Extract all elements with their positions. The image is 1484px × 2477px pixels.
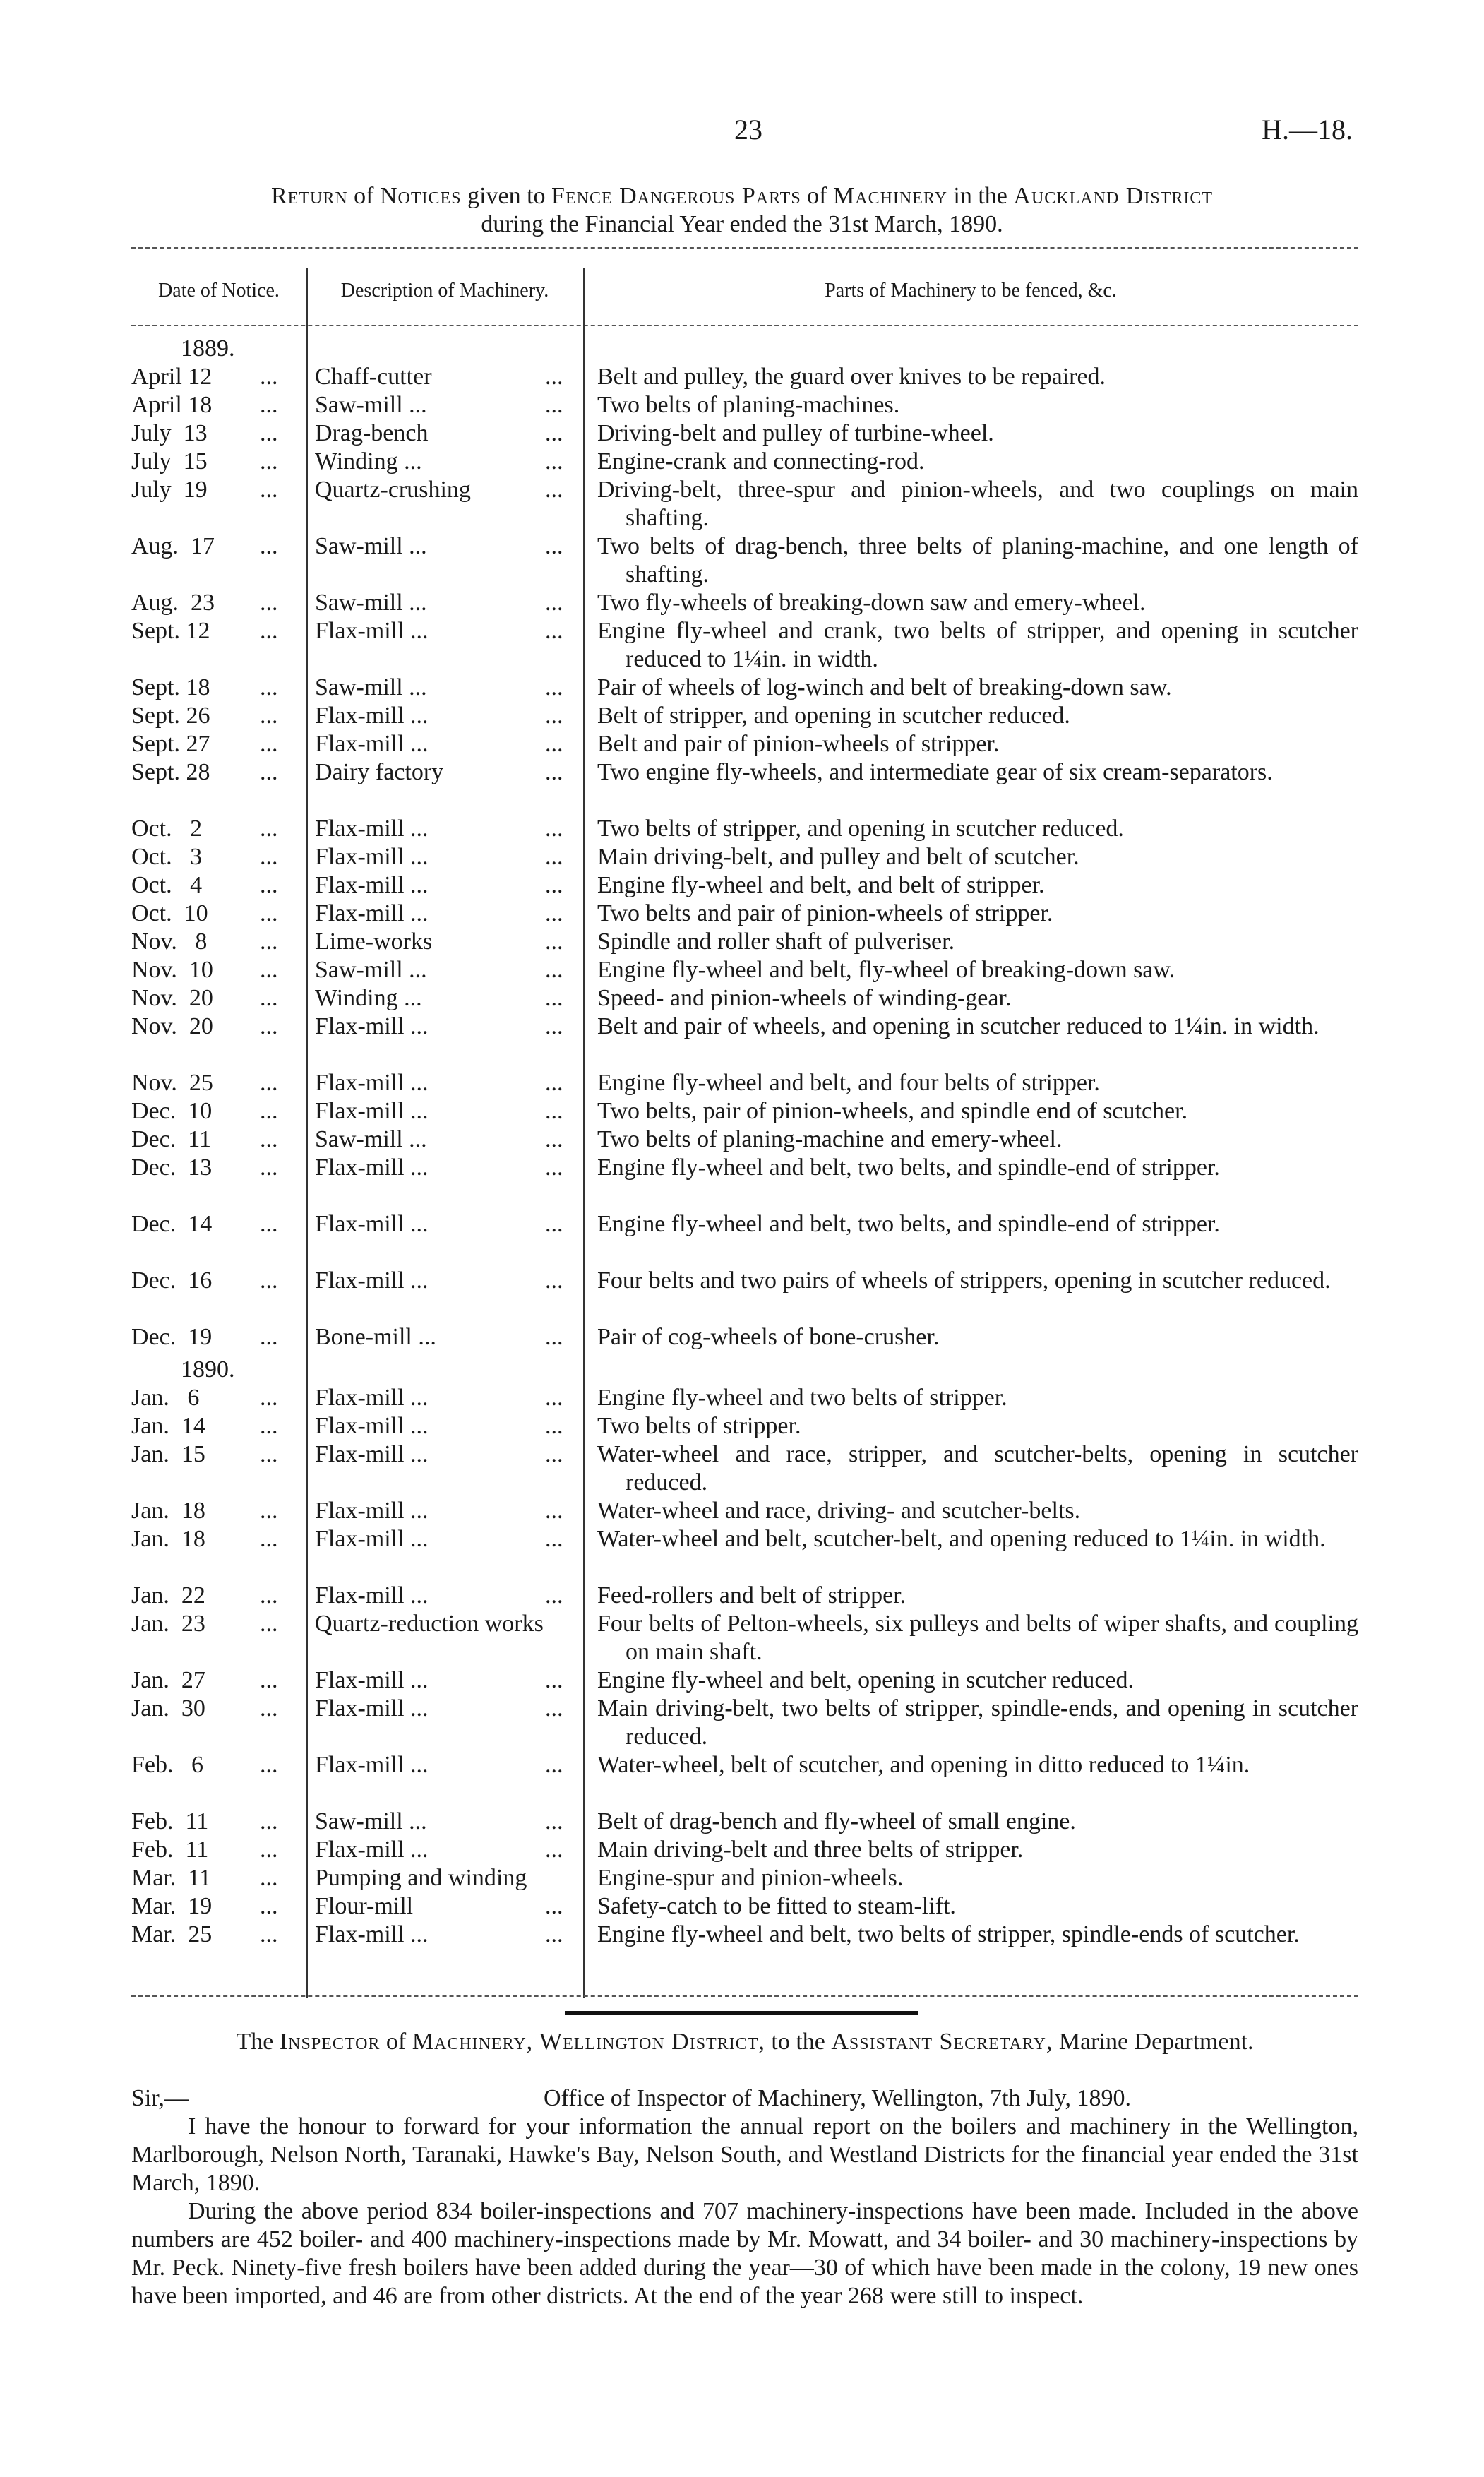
row-parts-text: Two belts of drag-bench, three belts of planing-machine, and one length of shafting.	[597, 533, 1358, 587]
row-machinery: Pumping and winding	[315, 1865, 527, 1891]
row-leader-dots: ...	[260, 1154, 278, 1181]
row-leader-dots: ...	[545, 364, 563, 390]
row-leader-dots: ...	[545, 759, 563, 785]
row-parts	[597, 1582, 1358, 1610]
row-date: Oct. 2	[131, 816, 203, 842]
row-machinery: Flax-mill ...	[315, 618, 429, 644]
row-leader-dots: ...	[260, 1098, 278, 1124]
row-date: Jan. 6	[131, 1385, 200, 1411]
row-parts-text: Engine fly-wheel and two belts of stripper.	[597, 1385, 1007, 1411]
row-parts-text: Pair of wheels of log-winch and belt of breaking-down saw.	[597, 674, 1172, 700]
row-parts-text: Driving-belt and pulley of turbine-wheel.	[597, 420, 994, 446]
row-machinery: Flax-mill ...	[315, 816, 429, 842]
row-machinery: Flax-mill ...	[315, 1498, 429, 1524]
row-machinery: Chaff-cutter	[315, 364, 432, 390]
row-parts-text: Water-wheel and race, stripper, and scutcher-belts, opening in scutcher reduced.	[597, 1441, 1358, 1496]
row-parts	[597, 448, 1358, 476]
document-reference: H.—18.	[1262, 114, 1353, 145]
row-machinery: Saw-mill ...	[315, 533, 427, 559]
row-leader-dots: ...	[545, 1211, 563, 1237]
row-machinery: Flax-mill ...	[315, 900, 429, 926]
row-leader-dots: ...	[545, 844, 563, 870]
row-leader-dots: ...	[260, 448, 278, 474]
row-leader-dots: ...	[545, 1837, 563, 1863]
row-leader-dots: ...	[545, 1441, 563, 1467]
row-leader-dots: ...	[260, 1921, 278, 1947]
column-divider-1	[306, 268, 308, 1998]
row-date: Jan. 18	[131, 1526, 205, 1552]
row-parts-text: Driving-belt, three-spur and pinion-wheels, and two couplings on main shafting.	[597, 477, 1358, 531]
row-parts	[597, 1210, 1358, 1238]
row-parts-text: Belt and pair of pinion-wheels of stripper.	[597, 731, 1000, 757]
row-parts-text: Water-wheel and belt, scutcher-belt, and opening reduced to 1¼in. in width.	[597, 1526, 1326, 1552]
row-machinery: Winding ...	[315, 985, 422, 1011]
row-leader-dots: ...	[260, 1070, 278, 1096]
row-date: Feb. 6	[131, 1752, 203, 1778]
row-parts-text: Engine fly-wheel and belt, two belts, and spindle-end of stripper.	[597, 1211, 1220, 1237]
row-leader-dots: ...	[545, 1385, 563, 1411]
row-parts-text: Main driving-belt, and pulley and belt of scutcher.	[597, 844, 1079, 870]
row-leader-dots: ...	[260, 420, 278, 446]
row-machinery: Saw-mill ...	[315, 674, 427, 700]
row-leader-dots: ...	[545, 590, 563, 616]
row-parts-text: Two fly-wheels of breaking-down saw and emery-wheel.	[597, 590, 1146, 616]
row-leader-dots: ...	[260, 674, 278, 700]
row-leader-dots: ...	[545, 731, 563, 757]
row-machinery: Flax-mill ...	[315, 1267, 429, 1294]
row-parts-text: Belt of stripper, and opening in scutcher reduced.	[597, 703, 1070, 729]
row-leader-dots: ...	[545, 1070, 563, 1096]
row-leader-dots: ...	[260, 957, 278, 983]
row-leader-dots: ...	[260, 1013, 278, 1039]
row-parts-text: Engine-spur and pinion-wheels.	[597, 1865, 904, 1891]
row-leader-dots: ...	[260, 703, 278, 729]
row-machinery: Saw-mill ...	[315, 590, 427, 616]
row-machinery: Flax-mill ...	[315, 1695, 429, 1721]
page-number: 23	[734, 114, 762, 145]
row-date: Jan. 15	[131, 1441, 205, 1467]
row-date: April 18	[131, 392, 213, 418]
row-parts-text: Two engine fly-wheels, and intermediate gear of six cream-separators.	[597, 759, 1273, 785]
letter-paragraph-1: I have the honour to forward for your information the annual report on the boilers and machinery in the Wellington, Marlborough, Nelson North, Taranaki, Hawke's Bay, Nelson South, and Westland Districts for the financial year ended the 31st March, 1890.	[131, 2113, 1358, 2196]
row-parts-text: Speed- and pinion-wheels of winding-gear.	[597, 985, 1012, 1011]
row-machinery: Saw-mill ...	[315, 957, 427, 983]
row-parts-text: Water-wheel, belt of scutcher, and opening in ditto reduced to 1¼in.	[597, 1752, 1250, 1778]
row-parts-text: Two belts and pair of pinion-wheels of stripper.	[597, 900, 1053, 926]
row-parts	[597, 1497, 1358, 1525]
row-parts	[597, 1126, 1358, 1154]
year-label-1890: 1890.	[181, 1356, 235, 1383]
row-machinery: Flax-mill ...	[315, 872, 429, 898]
row-leader-dots: ...	[545, 957, 563, 983]
row-parts-text: Engine fly-wheel and belt, two belts, and spindle-end of stripper.	[597, 1154, 1220, 1181]
row-leader-dots: ...	[545, 448, 563, 474]
row-date: Jan. 30	[131, 1695, 205, 1721]
row-parts	[597, 1808, 1358, 1836]
row-date: Oct. 10	[131, 900, 208, 926]
row-parts	[597, 871, 1358, 900]
row-parts-text: Water-wheel and race, driving- and scutcher-belts.	[597, 1498, 1081, 1524]
row-leader-dots: ...	[545, 985, 563, 1011]
row-leader-dots: ...	[260, 1211, 278, 1237]
row-machinery: Dairy factory	[315, 759, 444, 785]
row-parts	[597, 419, 1358, 448]
row-date: Oct. 4	[131, 872, 203, 898]
row-leader-dots: ...	[260, 900, 278, 926]
row-leader-dots: ...	[260, 1667, 278, 1693]
row-date: April 12	[131, 364, 213, 390]
row-parts-text: Engine-crank and connecting-rod.	[597, 448, 925, 474]
row-parts	[597, 1892, 1358, 1921]
row-date: Nov. 20	[131, 985, 213, 1011]
row-parts	[597, 1751, 1358, 1779]
row-leader-dots: ...	[545, 420, 563, 446]
row-machinery: Flax-mill ...	[315, 1413, 429, 1439]
row-leader-dots: ...	[260, 872, 278, 898]
row-machinery: Flax-mill ...	[315, 1921, 429, 1947]
row-parts	[597, 1836, 1358, 1864]
row-machinery: Quartz-crushing	[315, 477, 471, 503]
row-machinery: Bone-mill ...	[315, 1324, 436, 1350]
row-parts-text: Two belts, pair of pinion-wheels, and spindle end of scutcher.	[597, 1098, 1188, 1124]
row-date: Sept. 27	[131, 731, 210, 757]
row-machinery: Flax-mill ...	[315, 1667, 429, 1693]
row-leader-dots: ...	[260, 1893, 278, 1919]
row-leader-dots: ...	[545, 816, 563, 842]
row-parts	[597, 1384, 1358, 1412]
table-title-line1: Return of Notices given to Fence Dangerous Parts of Machinery in the Auckland District	[271, 183, 1213, 209]
row-date: Sept. 18	[131, 674, 210, 700]
row-parts-text: Two belts of stripper.	[597, 1413, 801, 1439]
letter-paragraph-2: During the above period 834 boiler-inspections and 707 machinery-inspections have been made. Included in the above numbers are 452 boiler- and 400 machinery-inspections made by Mr. Mowatt, and 34 boiler- and 30 machinery-inspections by Mr. Peck. Ninety-five fresh boilers have been added during the year—30 of which have been made in the colony, 19 new ones have been imported, and 46 are from other districts. At the end of the year 268 were still to inspect.	[131, 2198, 1358, 2309]
letter-salutation: Sir,—	[131, 2085, 189, 2111]
row-leader-dots: ...	[260, 1441, 278, 1467]
row-leader-dots: ...	[545, 1324, 563, 1350]
row-machinery: Saw-mill ...	[315, 1808, 427, 1834]
row-parts	[597, 730, 1358, 758]
row-leader-dots: ...	[545, 1582, 563, 1608]
row-parts	[597, 702, 1358, 730]
row-leader-dots: ...	[260, 1752, 278, 1778]
row-parts	[597, 1267, 1358, 1295]
row-parts	[597, 476, 1358, 532]
row-leader-dots: ...	[260, 844, 278, 870]
row-parts	[597, 1864, 1358, 1892]
row-date: Aug. 17	[131, 533, 215, 559]
row-parts	[597, 1069, 1358, 1097]
table-title-line2: during the Financial Year ended the 31st March, 1890.	[481, 211, 1003, 237]
row-leader-dots: ...	[260, 364, 278, 390]
row-date: Mar. 19	[131, 1893, 213, 1919]
header-bottom-rule	[131, 325, 1358, 326]
row-date: Nov. 8	[131, 929, 208, 955]
row-machinery: Winding ...	[315, 448, 422, 474]
row-machinery: Saw-mill ...	[315, 1126, 427, 1152]
column-header-date: Date of Notice.	[158, 280, 280, 302]
row-leader-dots: ...	[260, 1413, 278, 1439]
row-machinery: Flax-mill ...	[315, 1154, 429, 1181]
table-title	[127, 182, 1357, 239]
row-date: July 13	[131, 420, 208, 446]
row-parts	[597, 1154, 1358, 1182]
column-header-machinery: Description of Machinery.	[340, 280, 549, 302]
row-leader-dots: ...	[545, 1013, 563, 1039]
row-leader-dots: ...	[260, 1498, 278, 1524]
row-leader-dots: ...	[260, 1611, 278, 1637]
row-parts-text: Pair of cog-wheels of bone-crusher.	[597, 1324, 940, 1350]
row-parts	[597, 1525, 1358, 1553]
row-parts-text: Main driving-belt and three belts of stripper.	[597, 1837, 1024, 1863]
row-date: Jan. 23	[131, 1611, 205, 1637]
row-parts	[597, 532, 1358, 589]
row-leader-dots: ...	[260, 1526, 278, 1552]
row-machinery: Flax-mill ...	[315, 1526, 429, 1552]
row-parts-text: Engine fly-wheel and belt, and belt of stripper.	[597, 872, 1045, 898]
row-leader-dots: ...	[545, 1498, 563, 1524]
row-leader-dots: ...	[545, 1267, 563, 1294]
row-leader-dots: ...	[260, 985, 278, 1011]
row-date: Nov. 25	[131, 1070, 213, 1096]
row-machinery: Saw-mill ...	[315, 392, 427, 418]
row-parts-text: Four belts of Pelton-wheels, six pulleys and belts of wiper shafts, and coupling on main shaft.	[597, 1611, 1358, 1665]
row-date: Sept. 12	[131, 618, 210, 644]
row-parts-text: Safety-catch to be fitted to steam-lift.	[597, 1893, 956, 1919]
row-leader-dots: ...	[260, 731, 278, 757]
row-parts	[597, 617, 1358, 674]
row-leader-dots: ...	[260, 759, 278, 785]
row-parts-text: Belt and pair of wheels, and opening in scutcher reduced to 1¼in. in width.	[597, 1013, 1320, 1039]
section-separator	[565, 2011, 918, 2015]
row-leader-dots: ...	[545, 1667, 563, 1693]
row-machinery: Flax-mill ...	[315, 703, 429, 729]
row-machinery: Flax-mill ...	[315, 1752, 429, 1778]
row-date: Dec. 11	[131, 1126, 211, 1152]
row-parts-text: Engine fly-wheel and belt, opening in scutcher reduced.	[597, 1667, 1135, 1693]
row-leader-dots: ...	[260, 590, 278, 616]
row-parts	[597, 1097, 1358, 1126]
row-leader-dots: ...	[545, 1921, 563, 1947]
row-machinery: Drag-bench	[315, 420, 429, 446]
row-leader-dots: ...	[545, 1098, 563, 1124]
row-parts-text: Belt of drag-bench and fly-wheel of small engine.	[597, 1808, 1076, 1834]
row-leader-dots: ...	[260, 929, 278, 955]
row-leader-dots: ...	[260, 392, 278, 418]
row-date: Aug. 23	[131, 590, 215, 616]
row-parts-text: Two belts of stripper, and opening in scutcher reduced.	[597, 816, 1124, 842]
row-parts	[597, 363, 1358, 391]
row-parts	[597, 843, 1358, 871]
row-parts	[597, 589, 1358, 617]
row-leader-dots: ...	[260, 1324, 278, 1350]
row-parts	[597, 674, 1358, 702]
row-parts	[597, 900, 1358, 928]
row-machinery: Flax-mill ...	[315, 844, 429, 870]
row-parts	[597, 391, 1358, 419]
row-parts	[597, 1013, 1358, 1041]
row-date: July 15	[131, 448, 208, 474]
row-leader-dots: ...	[545, 533, 563, 559]
row-date: Feb. 11	[131, 1837, 209, 1863]
row-leader-dots: ...	[545, 392, 563, 418]
row-leader-dots: ...	[545, 477, 563, 503]
row-parts	[597, 1610, 1358, 1666]
table-top-rule	[131, 247, 1358, 249]
row-parts	[597, 1921, 1358, 1949]
row-date: Jan. 14	[131, 1413, 205, 1439]
row-date: Oct. 3	[131, 844, 203, 870]
row-date: Dec. 14	[131, 1211, 213, 1237]
row-parts-text: Engine fly-wheel and belt, fly-wheel of breaking-down saw.	[597, 957, 1175, 983]
letter-heading: The Inspector of Machinery, Wellington District, to the Assistant Secretary, Marine Department.	[236, 2029, 1254, 2055]
row-leader-dots: ...	[260, 1385, 278, 1411]
row-date: Dec. 13	[131, 1154, 213, 1181]
row-parts	[597, 1412, 1358, 1440]
row-leader-dots: ...	[260, 477, 278, 503]
row-date: Dec. 16	[131, 1267, 213, 1294]
row-parts	[597, 956, 1358, 984]
row-leader-dots: ...	[260, 1808, 278, 1834]
row-date: Mar. 11	[131, 1865, 212, 1891]
row-parts-text: Spindle and roller shaft of pulveriser.	[597, 929, 955, 955]
row-leader-dots: ...	[545, 1808, 563, 1834]
row-leader-dots: ...	[545, 618, 563, 644]
row-machinery: Lime-works	[315, 929, 433, 955]
row-leader-dots: ...	[545, 674, 563, 700]
row-leader-dots: ...	[260, 1582, 278, 1608]
row-parts-text: Feed-rollers and belt of stripper.	[597, 1582, 906, 1608]
row-date: Feb. 11	[131, 1808, 209, 1834]
table-bottom-rule	[131, 1995, 1358, 1997]
row-parts-text: Two belts of planing-machines.	[597, 392, 900, 418]
row-machinery: Flax-mill ...	[315, 1013, 429, 1039]
row-parts-text: Engine fly-wheel and belt, and four belts of stripper.	[597, 1070, 1100, 1096]
row-machinery: Flax-mill ...	[315, 1211, 429, 1237]
row-leader-dots: ...	[545, 1695, 563, 1721]
row-leader-dots: ...	[260, 816, 278, 842]
row-parts	[597, 984, 1358, 1013]
row-machinery: Flax-mill ...	[315, 1385, 429, 1411]
row-leader-dots: ...	[545, 900, 563, 926]
row-parts	[597, 1440, 1358, 1497]
row-leader-dots: ...	[260, 1865, 278, 1891]
row-leader-dots: ...	[545, 703, 563, 729]
row-leader-dots: ...	[545, 1526, 563, 1552]
row-date: Dec. 10	[131, 1098, 213, 1124]
row-leader-dots: ...	[260, 533, 278, 559]
row-leader-dots: ...	[260, 1267, 278, 1294]
row-date: Nov. 10	[131, 957, 213, 983]
row-parts-text: Four belts and two pairs of wheels of strippers, opening in scutcher reduced.	[597, 1267, 1331, 1294]
row-date: Jan. 22	[131, 1582, 205, 1608]
column-header-parts: Parts of Machinery to be fenced, &c.	[825, 280, 1117, 302]
row-machinery: Quartz-reduction works	[315, 1611, 544, 1637]
row-leader-dots: ...	[545, 1893, 563, 1919]
row-parts	[597, 1695, 1358, 1751]
row-date: Jan. 27	[131, 1667, 205, 1693]
row-date: Nov. 20	[131, 1013, 213, 1039]
row-leader-dots: ...	[545, 1126, 563, 1152]
row-leader-dots: ...	[545, 1413, 563, 1439]
row-parts	[597, 1666, 1358, 1695]
row-machinery: Flour-mill	[315, 1893, 414, 1919]
row-leader-dots: ...	[260, 1695, 278, 1721]
row-date: Mar. 25	[131, 1921, 213, 1947]
row-parts-text: Belt and pulley, the guard over knives to be repaired.	[597, 364, 1106, 390]
row-leader-dots: ...	[260, 618, 278, 644]
row-machinery: Flax-mill ...	[315, 1837, 429, 1863]
row-machinery: Flax-mill ...	[315, 1582, 429, 1608]
year-label-1889: 1889.	[181, 335, 235, 362]
row-date: July 19	[131, 477, 208, 503]
row-date: Jan. 18	[131, 1498, 205, 1524]
row-leader-dots: ...	[545, 1752, 563, 1778]
row-date: Dec. 19	[131, 1324, 213, 1350]
row-parts	[597, 758, 1358, 787]
row-machinery: Flax-mill ...	[315, 1098, 429, 1124]
row-machinery: Flax-mill ...	[315, 1070, 429, 1096]
row-machinery: Flax-mill ...	[315, 1441, 429, 1467]
row-parts-text: Engine fly-wheel and crank, two belts of stripper, and opening in scutcher reduced to 1¼in. in width.	[597, 618, 1358, 672]
row-leader-dots: ...	[545, 1154, 563, 1181]
row-parts-text: Two belts of planing-machine and emery-wheel.	[597, 1126, 1063, 1152]
column-divider-2	[583, 268, 585, 1998]
row-leader-dots: ...	[545, 872, 563, 898]
row-parts	[597, 1323, 1358, 1351]
row-parts-text: Main driving-belt, two belts of stripper, spindle-ends, and opening in scutcher reduced.	[597, 1695, 1358, 1750]
row-leader-dots: ...	[260, 1837, 278, 1863]
row-machinery: Flax-mill ...	[315, 731, 429, 757]
row-parts-text: Engine fly-wheel and belt, two belts of stripper, spindle-ends of scutcher.	[597, 1921, 1300, 1947]
row-parts	[597, 928, 1358, 956]
row-parts	[597, 815, 1358, 843]
letter-office-line: Office of Inspector of Machinery, Wellington, 7th July, 1890.	[544, 2085, 1131, 2111]
row-date: Sept. 26	[131, 703, 210, 729]
row-leader-dots: ...	[545, 929, 563, 955]
row-date: Sept. 28	[131, 759, 210, 785]
row-leader-dots: ...	[260, 1126, 278, 1152]
